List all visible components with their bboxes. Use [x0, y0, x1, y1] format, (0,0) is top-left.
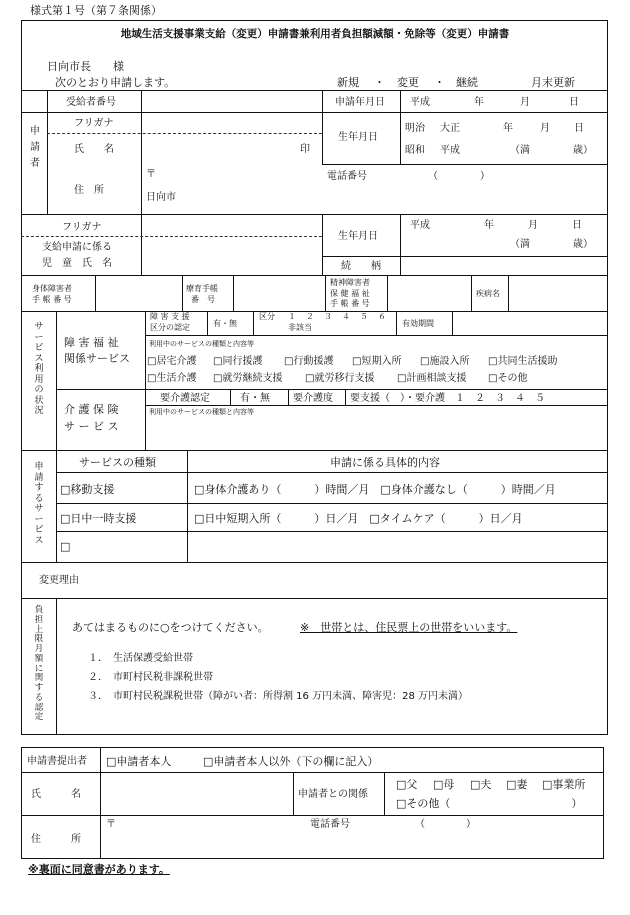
mental-handbook-label-2: 保 健 福 祉 — [330, 289, 370, 298]
class-1[interactable]: １ — [288, 312, 296, 321]
valid-period-label: 有効期間 — [402, 319, 434, 328]
class-not-applicable[interactable]: 非該当 — [288, 323, 312, 332]
addressee: 日向市長 様 — [47, 60, 124, 73]
child-name-label: 支給申請に係る — [42, 242, 112, 253]
request-text: 次のとおり申請します。 — [55, 76, 176, 89]
checkbox-facility-admission[interactable]: □施設入所 — [420, 356, 470, 367]
service-status-section-label: サービス利用の状況 — [34, 322, 44, 417]
submitter-name-label: 氏 名 — [31, 789, 81, 800]
checkbox-relation-other[interactable]: □その他（ ） — [396, 797, 583, 810]
care-level-label: 要介護度 — [293, 393, 333, 404]
postal-mark: 〒 — [146, 169, 156, 180]
applicant-name-label: 氏 名 — [74, 144, 114, 155]
classification-yes-no[interactable]: 有・無 — [213, 319, 237, 328]
child-name-input[interactable] — [145, 240, 317, 272]
welfare-service-label: 障 害 福 祉 — [64, 336, 119, 349]
checkbox-other-service[interactable]: □その他 — [488, 373, 528, 384]
application-type-month-end-renewal[interactable]: 月末更新 — [531, 76, 575, 89]
applicant-furigana-input[interactable] — [145, 115, 317, 131]
birth-month: 月 — [540, 123, 550, 134]
care-in-use-label: 利用中のサービスの種類と内容等 — [149, 408, 254, 416]
era-meiji[interactable]: 明治 — [405, 123, 425, 134]
checkbox-mobility-support[interactable]: □移動支援 — [60, 483, 115, 496]
mental-handbook-label-3: 手 帳 番 号 — [330, 299, 370, 308]
child-furigana-input[interactable] — [145, 217, 317, 234]
checkbox-accompanied-support[interactable]: □同行援護 — [213, 356, 263, 367]
child-birth-day: 日 — [572, 220, 582, 231]
submitter-phone-label: 電話番号 — [310, 819, 350, 830]
phone-paren-close: ） — [480, 171, 490, 182]
checkbox-submitter-other[interactable]: □申請者本人以外（下の欄に記入） — [203, 755, 379, 768]
child-birth-date-label: 生年月日 — [338, 231, 378, 242]
submitter-name-input[interactable] — [104, 775, 288, 812]
birth-day: 日 — [574, 123, 584, 134]
separator: ・ — [434, 76, 445, 89]
submitter-address-label: 住 所 — [31, 834, 81, 845]
application-date-year: 年 — [474, 97, 484, 108]
rehab-handbook-label-2: 番 号 — [191, 295, 215, 304]
service-type-header: サービスの種類 — [79, 456, 156, 469]
checkbox-home-care[interactable]: □居宅介護 — [147, 356, 197, 367]
address-label: 住 所 — [74, 185, 104, 196]
application-date-month: 月 — [520, 97, 530, 108]
relation-input[interactable] — [404, 259, 604, 273]
submitter-address-input[interactable] — [104, 833, 600, 855]
application-type-new[interactable]: 新規 — [337, 76, 359, 89]
physical-handbook-label-2: 手 帳 番 号 — [32, 295, 72, 304]
recipient-number-input[interactable] — [145, 93, 317, 110]
application-type-continue[interactable]: 継続 — [456, 76, 478, 89]
class-label: 区分 — [259, 312, 275, 321]
application-date-era: 平成 — [410, 97, 430, 108]
burden-instruction: あてはまるものに○をつけてください。 — [72, 621, 269, 634]
requested-services-section-label: 申請するサービス — [34, 462, 44, 546]
era-taisho[interactable]: 大正 — [440, 123, 460, 134]
physical-handbook-input[interactable] — [98, 278, 178, 308]
burden-section-label: 負担上限月額に関する認定 — [34, 605, 44, 723]
applicant-furigana-label: フリガナ — [74, 118, 114, 129]
child-furigana-label: フリガナ — [62, 222, 102, 233]
era-showa[interactable]: 昭和 — [405, 145, 425, 156]
support-classification-label-2: 区分の認定 — [150, 323, 190, 332]
relation-label: 続 柄 — [341, 261, 381, 272]
checkbox-relation-office[interactable]: □事業所 — [542, 778, 586, 791]
separator: ・ — [374, 76, 385, 89]
class-4[interactable]: ４ — [342, 312, 350, 321]
valid-period-input[interactable] — [456, 314, 604, 332]
checkbox-relation-husband[interactable]: □夫 — [470, 778, 492, 791]
submitter-relation-label: 申請者との関係 — [298, 789, 368, 800]
age-open: （満 — [510, 145, 530, 156]
checkbox-behavior-support[interactable]: □行動援護 — [284, 356, 334, 367]
checkbox-group-home[interactable]: □共同生活援助 — [488, 356, 558, 367]
child-birth-era: 平成 — [410, 220, 430, 231]
change-reason-label: 変更理由 — [39, 575, 79, 586]
birth-year: 年 — [503, 123, 513, 134]
form-number: 様式第１号（第７条関係） — [30, 4, 162, 17]
applicant-section-label: 申請者 — [30, 126, 40, 169]
form-title: 地域生活支援事業支給（変更）申請書兼利用者負担額減額・免除等（変更）申請書 — [120, 28, 510, 40]
welfare-service-label-2: 関係サービス — [64, 352, 130, 365]
care-in-use-input[interactable] — [149, 420, 604, 446]
phone-label: 電話番号 — [327, 171, 367, 182]
class-3[interactable]: ３ — [324, 312, 332, 321]
mental-handbook-input[interactable] — [390, 278, 468, 308]
application-date-day: 日 — [569, 97, 579, 108]
recipient-number-label: 受給者番号 — [66, 97, 116, 108]
phone-paren-open: （ — [428, 171, 438, 182]
city-prefix: 日向市 — [146, 192, 176, 203]
checkbox-relation-father[interactable]: □父 — [396, 778, 418, 791]
change-reason-input[interactable] — [100, 566, 600, 594]
rehab-handbook-input[interactable] — [236, 278, 322, 308]
class-6[interactable]: ６ — [378, 312, 386, 321]
child-age-open: （満 — [510, 239, 530, 250]
child-name-label-2: 児 童 氏 名 — [42, 258, 112, 269]
care-insurance-label-2: サ ー ビ ス — [64, 420, 119, 433]
checkbox-plan-consultation[interactable]: □計画相談支援 — [397, 373, 467, 384]
rehab-handbook-label: 療育手帳 — [186, 284, 218, 293]
applicant-address-input[interactable] — [190, 188, 590, 208]
care-certification-yes-no[interactable]: 有・無 — [240, 393, 270, 404]
service-detail-header: 申請に係る具体的内容 — [330, 456, 440, 469]
era-heisei[interactable]: 平成 — [440, 145, 460, 156]
daytime-support-detail[interactable]: □日中短期入所（ ）日／月 □タイムケア（ ）日／月 — [194, 512, 523, 525]
application-type-change[interactable]: 変更 — [397, 76, 419, 89]
checkbox-daily-care[interactable]: □生活介護 — [147, 373, 197, 384]
support-classification-label: 障 害 支 援 — [150, 312, 190, 321]
checkbox-submitter-self[interactable]: □申請者本人 — [106, 755, 172, 768]
applicant-name-input[interactable] — [145, 137, 295, 161]
care-level-options[interactable]: 要支援（ ）・要介護 １ ２ ３ ４ ５ — [350, 393, 545, 404]
disease-label: 疾病名 — [476, 289, 500, 298]
class-2[interactable]: ２ — [306, 312, 314, 321]
checkbox-relation-mother[interactable]: □母 — [433, 778, 455, 791]
application-date-label: 申請年月日 — [335, 97, 385, 108]
checkbox-employment-transition[interactable]: □就労移行支援 — [305, 373, 375, 384]
burden-option-welfare[interactable]: １． 生活保護受給世帯 — [88, 653, 193, 664]
disease-input[interactable] — [511, 278, 605, 308]
submitter-postal-mark: 〒 — [106, 819, 116, 830]
burden-option-taxable[interactable]: ３． 市町村民税課税世帯（障がい者：所得割 16 万円未満、障害児：28 万円未満） — [88, 691, 468, 702]
physical-handbook-label: 身体障害者 — [32, 284, 72, 293]
mobility-support-detail[interactable]: □身体介護あり（ ）時間／月 □身体介護なし（ ）時間／月 — [194, 483, 556, 496]
checkbox-daytime-temporary-support[interactable]: □日中一時支援 — [60, 512, 137, 525]
submitter-label: 申請書提出者 — [27, 756, 87, 767]
submitter-phone-open: （ — [415, 819, 425, 830]
child-age-close: 歳） — [573, 239, 593, 250]
mental-handbook-label: 精神障害者 — [330, 278, 370, 287]
care-insurance-label: 介 護 保 険 — [64, 403, 119, 416]
other-requested-service-input[interactable] — [192, 535, 604, 559]
welfare-in-use-label: 利用中のサービスの種類と内容等 — [149, 340, 254, 348]
submitter-phone-close: ） — [466, 819, 476, 830]
class-5[interactable]: ５ — [360, 312, 368, 321]
footer-note: ※裏面に同意書があります。 — [28, 863, 170, 876]
child-birth-year: 年 — [484, 220, 494, 231]
care-certification-label: 要介護認定 — [160, 393, 210, 404]
household-note: ※ 世帯とは、住民票上の世帯をいいます。 — [300, 621, 518, 634]
checkbox-relation-wife[interactable]: □妻 — [506, 778, 528, 791]
checkbox-other-requested-service[interactable]: □ — [60, 540, 71, 553]
checkbox-continued-employment[interactable]: □就労継続支援 — [213, 373, 283, 384]
checkbox-short-stay[interactable]: □短期入所 — [352, 356, 402, 367]
age-close: 歳） — [573, 145, 593, 156]
child-birth-month: 月 — [528, 220, 538, 231]
birth-date-label: 生年月日 — [338, 132, 378, 143]
burden-option-tax-exempt[interactable]: ２． 市町村民税非課税世帯 — [88, 672, 213, 683]
seal-mark: 印 — [300, 144, 310, 155]
